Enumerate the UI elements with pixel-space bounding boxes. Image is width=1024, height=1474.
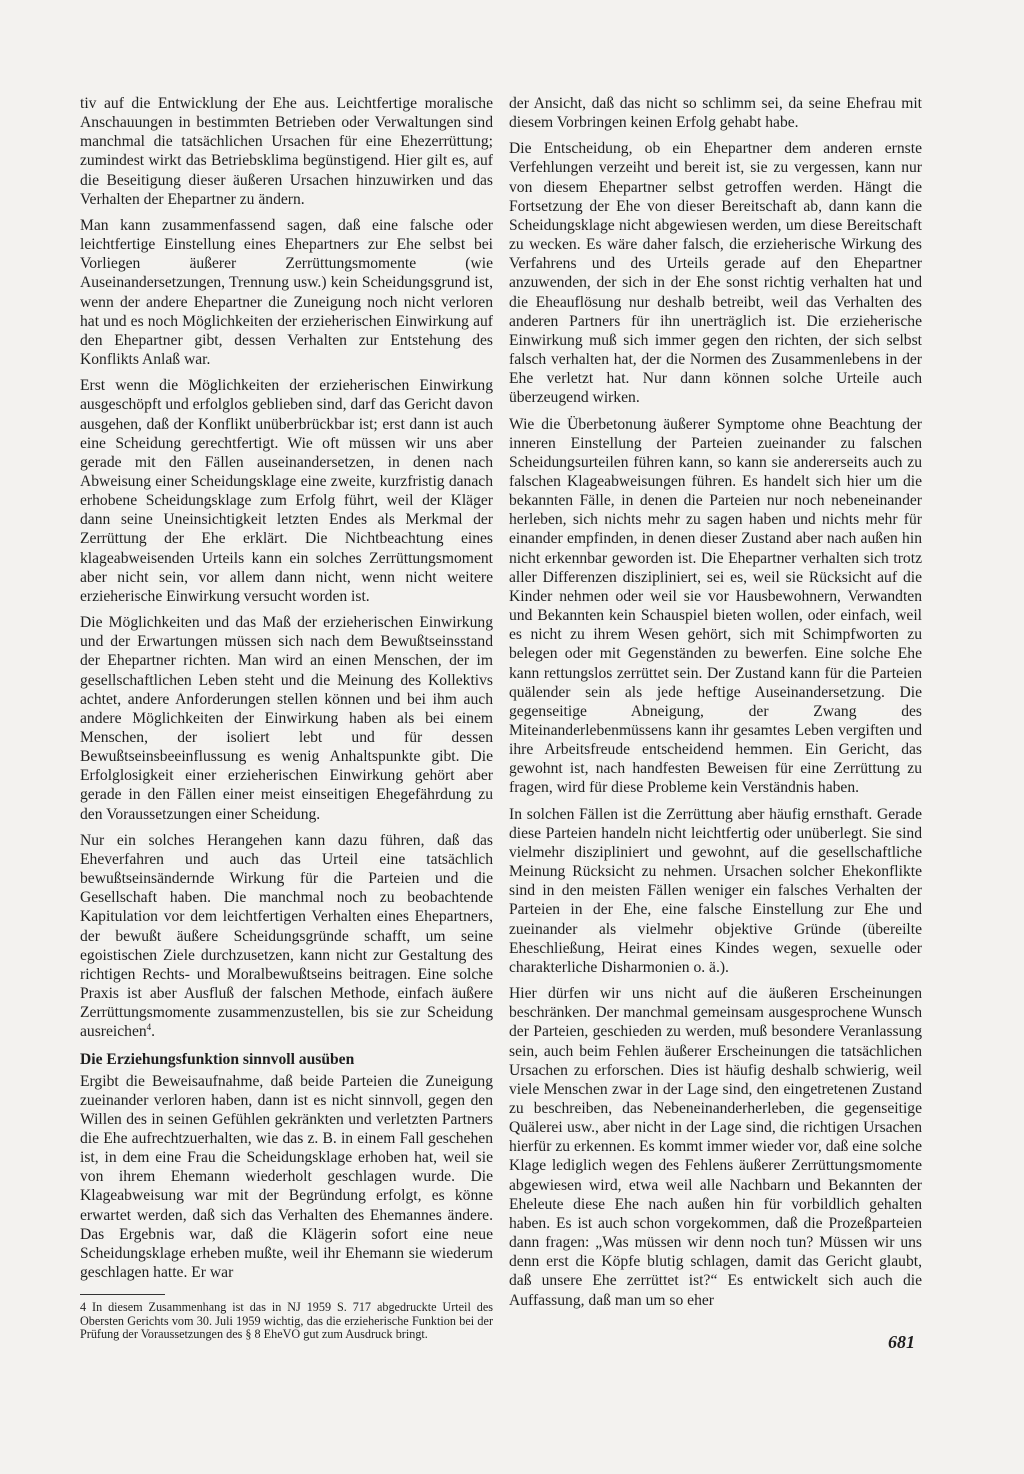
paragraph: Wie die Überbetonung äußerer Symptome ohne Beachtung der inneren Einstellung der Parteien zueinander zu falschen Scheidungsurteilen führen kann, so kann sie andererseits auch zu falschen Klageabweisungen führen. Es handelt sich hier um die bekannten Fälle, in denen die Parteien nur noch nebeneinander herleben, sich nichts mehr zu sagen haben und nichts mehr für einander empfinden, in denen dieser Zustand aber nach außen hin nicht erkennbar geworden ist. Die Ehepartner verhalten sich trotz aller Differenzen diszipliniert, sei es, weil sie Rücksicht auf die Kinder nehmen oder weil sie vor Hausbewohnern, Verwandten und Bekannten kein Schauspiel bieten wollen, oder einfach, weil es nicht zu ihrem Wesen gehört, sich mit Schimpfworten zu belegen oder mit Gegenständen zu bewerfen. Eine solche Ehe kann rettungslos zerrüttet sein. Der Zustand kann für die Parteien quälender sein als jede heftige Auseinandersetzung. Die gegenseitige Abneigung, der Zwang des Miteinanderlebenmüssens kann ihr gesamtes Leben vergiften und ihre Arbeitsfreude entscheidend hemmen. Ein Gericht, das gewohnt ist, nach handfesten Beweisen für eine Zerrüttung zu fragen, wird für diese Probleme kein Verständnis haben.: [509, 415, 922, 797]
paragraph: der Ansicht, daß das nicht so schlimm sei, da seine Ehefrau mit diesem Vorbringen keinen Erfolg gehabt habe.: [509, 95, 922, 132]
paragraph: Hier dürfen wir uns nicht auf die äußeren Erscheinungen beschränken. Der manchmal gemeinsam ausgesprochene Wunsch der Parteien, geschieden zu werden, muß besondere Veranlassung sein, auch beim Fehlen äußerer Erscheinungen die tatsächlichen Ursachen zu erforschen. Dies ist häufig deshalb schwierig, weil viele Menschen zwar in der Lage sind, den eingetretenen Zustand zu beschreiben, das Nebeneinanderherleben, die gegenseitige Quälerei usw., aber nicht in der Lage sind, die richtigen Ursachen hierfür zu erkennen. Es kommt immer wieder vor, daß eine solche Klage lediglich wegen des Fehlens äußerer Zerrüttungsmomente abgewiesen wird, etwa weil alle Nachbarn und Bekannten der Eheleute diese Ehe nach außen hin für vorbildlich gehalten haben. Es ist auch schon vorgekommen, daß die Prozeßparteien dann fragen: „Was müssen wir denn noch tun? Müssen wir uns denn erst die Köpfe blutig schlagen, damit das Gericht glaubt, daß unsere Ehe zerrüttet ist?“ Es entwickelt sich auch die Auffassung, daß man um so eher: [509, 985, 922, 1309]
footnote-mark: 4: [146, 1022, 152, 1033]
footnote: 4 In diesem Zusammenhang ist das in NJ 1959 S. 717 abgedruckte Urteil des Obersten Gerichts vom 30. Juli 1959 wichtig, das die erzieherische Funktion bei der Prüfung der Voraussetzungen des § 8 EheVO gut zum Ausdruck bringt.: [80, 1300, 493, 1342]
page-number: 681: [888, 1332, 915, 1352]
section-heading: Die Erziehungsfunktion sinnvoll ausüben: [80, 1050, 355, 1068]
paragraph: tiv auf die Entwicklung der Ehe aus. Leichtfertige moralische Anschauungen in bestimmten Betrieben oder Verwaltungen sind manchmal die tatsächlichen Ursachen für eine Ehezerrüttung; zumindest wirkt das Betriebsklima begünstigend. Hier gilt es, auf die Beseitigung dieser äußeren Ursachen hinzuwirken und das Verhalten der Ehepartner zu ändern.: [80, 95, 493, 208]
paragraph: Die Möglichkeiten und das Maß der erzieherischen Einwirkung und der Erwartungen müssen sich nach dem Bewußtseinsstand der Ehepartner richten. Man wird an einen Menschen, der im gesellschaftlichen Leben steht und die Meinung des Kollektivs achtet, andere Anforderungen stellen können und bei ihm auch andere Möglichkeiten der Einwirkung haben als bei einem Menschen, der isoliert lebt und für dessen Bewußtseinsbeeinflussung es wenig Anhaltspunkte gibt. Die Erfolglosigkeit einer erzieherischen Einwirkung gehört aber gerade in den Fällen einer meist einseitigen Ehegefährdung zu den Voraussetzungen einer Scheidung.: [80, 614, 493, 823]
paragraph: In solchen Fällen ist die Zerrüttung aber häufig ernsthaft. Gerade diese Parteien handeln nicht leichtfertig oder unüberlegt. Sie sind vielmehr diszipliniert und gewohnt, auf die gesellschaftliche Meinung Rücksicht zu nehmen. Ursachen solcher Ehekonflikte sind in den meisten Fällen weniger ein falsches Verhalten der Parteien in der Ehe, eine falsche Einstellung zur Ehe und zueinander als vielmehr objektive Gründe (übereilte Eheschließung, Heirat eines Kindes wegen, sexuelle oder charakterliche Disharmonien o. ä.).: [509, 805, 922, 976]
paragraph: Erst wenn die Möglichkeiten der erzieherischen Einwirkung ausgeschöpft und erfolglos geblieben sind, darf das Gericht davon ausgehen, daß der Konflikt unüberbrückbar ist; erst dann ist auch eine Scheidung gerechtfertigt. Wie oft müssen wir uns aber gerade mit den Fällen auseinandersetzen, in denen nach Abweisung einer Scheidungsklage eine zweite, kurzfristig danach erhobene Scheidungsklage zum Erfolg führt, weil der Kläger dann seine Uneinsichtigkeit letzten Endes als Merkmal der Zerrüttung der Ehe erklärt. Die Nichtbeachtung eines klageabweisenden Urteils kann ein solches Zerrüttungsmoment aber nicht sein, vor allem dann nicht, wenn nicht weitere erzieherische Einwirkung versucht worden ist.: [80, 377, 493, 605]
paragraph: Ergibt die Beweisaufnahme, daß beide Parteien die Zuneigung zueinander verloren haben, dann ist es nicht sinnvoll, gegen den Willen des in seinen Gefühlen gekränkten und verletzten Partners die Ehe aufrechtzuerhalten, wie das z. B. in einem Fall geschehen ist, in dem eine Frau die Scheidungsklage erhoben hat, weil sie von ihrem Ehemann wiederholt geschlagen wurde. Die Klageabweisung war mit der Begründung erfolgt, es könne erwartet werden, daß sich das Verhalten des Ehemannes ändere. Das Ergebnis war, daß die Klägerin sofort eine neue Scheidungsklage erheben mußte, weil ihr Ehemann sie wiederum geschlagen hatte. Er war: [80, 1072, 493, 1282]
paragraph-text: Nur ein solches Herangehen kann dazu führen, daß das Eheverfahren und auch das Urteil eine tatsächlich bewußtseinsändernde Wirkung für die Parteien und die Gesellschaft haben. Die manchmal noch zu beobachtende Kapitulation vor dem leichtfertigen Verhalten eines Ehepartners, der bewußt äußere Scheidungsgründe schafft, um seine egoistischen Ziele durchzusetzen, kann nicht zur Gestaltung des richtigen Rechts- und Moralbewußtseins beitragen. Eine solche Praxis ist aber Ausfluß der falschen Methode, einfach äußere Zerrüttungsmomente zusammenzustellen, bis sie zur Scheidung ausreichen: [80, 831, 493, 1041]
paragraph: Die Entscheidung, ob ein Ehepartner dem anderen ernste Verfehlungen verzeiht und bereit ist, sie zu vergessen, kann nur von diesem Ehepartner selbst getroffen werden. Hängt die Fortsetzung der Ehe von dieser Bereitschaft ab, dann kann die Scheidungsklage nicht abgewiesen werden, um diese Bereitschaft zu wecken. Es wäre daher falsch, die erzieherische Wirkung des Verfahrens und des Urteils gerade auf den Ehepartner anzuwenden, der sich in der Ehe sonst richtig verhalten hat und die Eheauflösung nur deshalb betreibt, weil das Verhalten des anderen Partners für ihn unerträglich ist. Die erzieherische Einwirkung muß sich immer gegen den richten, der sich selbst falsch verhalten hat, der die Normen des Zusammenlebens in der Ehe verletzt hat. Nur dann können solche Urteile auch überzeugend wirken.: [509, 140, 922, 407]
paragraph-with-footnote: Nur ein solches Herangehen kann dazu führen, daß das Eheverfahren und auch das Urteil eine tatsächlich bewußtseinsändernde Wirkung für die Parteien und die Gesellschaft haben. Die manchmal noch zu beobachtende Kapitulation vor dem leichtfertigen Verhalten eines Ehepartners, der bewußt äußere Scheidungsgründe schafft, um seine egoistischen Ziele durchzusetzen, kann nicht zur Gestaltung des richtigen Rechts- und Moralbewußtseins beitragen. Eine solche Praxis ist aber Ausfluß der falschen Methode, einfach äußere Zerrüttungsmomente zusammenzustellen, bis sie zur Scheidung ausreichen$^4$.: [80, 831, 493, 1041]
paragraph: Man kann zusammenfassend sagen, daß eine falsche oder leichtfertige Einstellung eines Ehepartners zur Ehe selbst bei Vorliegen äußerer Zerrüttungsmomente (wie Auseinandersetzungen, Trennung usw.) kein Scheidungsgrund ist, wenn der andere Ehepartner die Zuneigung noch nicht verloren hat und es noch Möglichkeiten der erzieherischen Einwirkung auf den Ehepartner gibt, dessen Verhalten zur Entstehung des Konflikts Anlaß war.: [80, 216, 493, 369]
left-column: [80, 94, 493, 1349]
right-column: [509, 94, 922, 1317]
footnote-divider: [80, 1294, 165, 1295]
